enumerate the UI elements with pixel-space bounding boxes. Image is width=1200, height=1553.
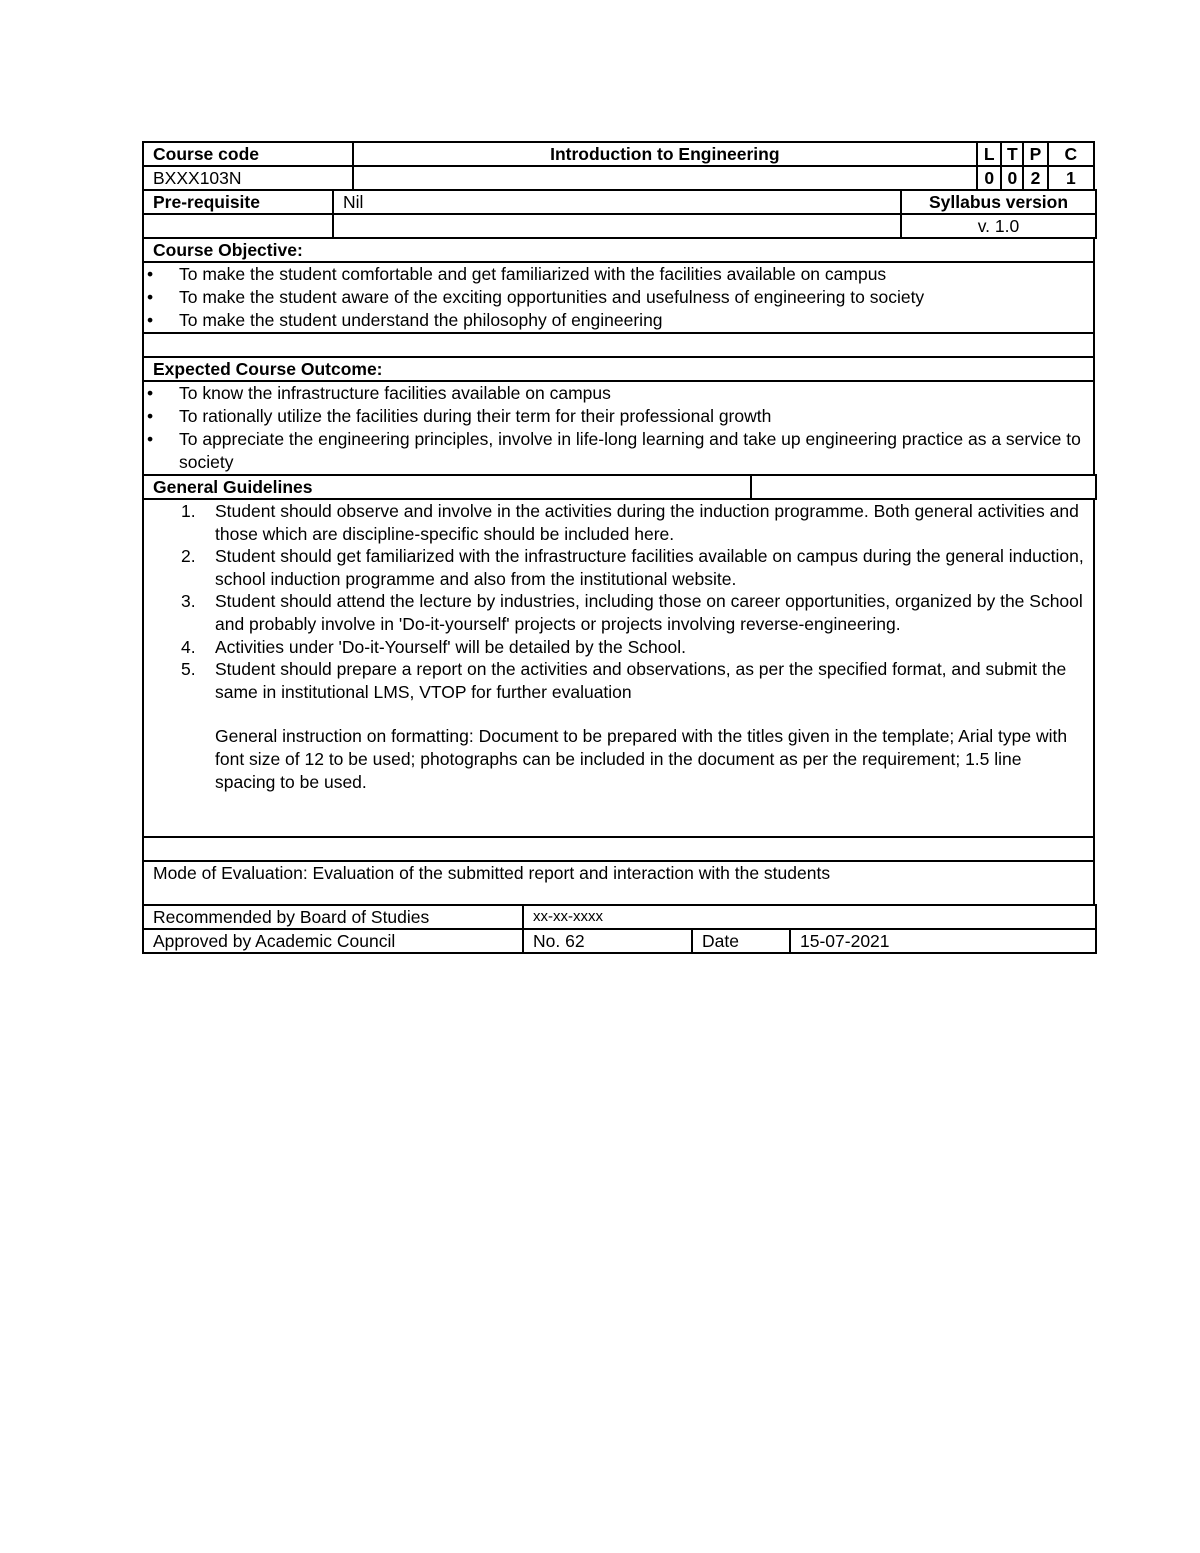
syllabus-version-label: Syllabus version [901, 190, 1096, 214]
outcome-title-row [143, 357, 1094, 381]
objective-list [144, 263, 1093, 332]
ltpc-label-t: T [1001, 142, 1023, 166]
prereq-value: Nil [333, 190, 901, 214]
objective-title-row [143, 238, 1094, 262]
prereq-label: Pre-requisite [143, 190, 333, 214]
recommended-row [143, 905, 1096, 929]
syllabus-version-value: v. 1.0 [901, 214, 1096, 238]
spacer-row [143, 333, 1094, 357]
objective-list-row [143, 262, 1094, 333]
syllabus-page [142, 141, 1095, 954]
list-item: • To appreciate the engineering principles, involve in life-long learning and take up engineering practice as a service to society [144, 428, 1093, 474]
code-row [143, 166, 1094, 190]
objective-title: Course Objective: [143, 238, 1094, 262]
guidelines-table [142, 498, 1095, 906]
approved-label: Approved by Academic Council [143, 929, 523, 953]
date-label: Date [692, 929, 790, 953]
date-value: 15-07-2021 [790, 929, 1096, 953]
blank-cell [143, 214, 333, 238]
item-number: 5. [181, 659, 196, 680]
course-title: Introduction to Engineering [353, 142, 977, 166]
item-number: 3. [181, 591, 196, 612]
guidelines-list [144, 500, 1093, 703]
list-item: • To make the student comfortable and get familiarized with the facilities available on campus [144, 263, 1093, 286]
evaluation-row [143, 861, 1094, 905]
ltpc-label-c: C [1048, 142, 1094, 166]
header-row [143, 142, 1094, 166]
outcome-list-row [143, 381, 1094, 475]
approved-row [143, 929, 1096, 953]
item-number: 1. [181, 501, 196, 521]
ltpc-value-p: 2 [1023, 166, 1047, 190]
course-code-label: Course code [143, 142, 353, 166]
approval-table [142, 904, 1097, 954]
list-item: 1. Student should observe and involve in the activities during the induction programme. Both general activities and those which are discipline-specific should be included here. [181, 501, 1079, 544]
blank-cell [751, 475, 1096, 499]
list-item: 5. Student should prepare a report on the activities and observations, as per the specified format, and submit the same in institutional LMS, VTOP for further evaluation [181, 659, 1067, 702]
ltpc-value-c: 1 [1048, 166, 1094, 190]
ltpc-value-l: 0 [977, 166, 1001, 190]
item-number: 2. [181, 546, 196, 567]
approved-number: No. 62 [523, 929, 692, 953]
list-item: 4. Activities under 'Do-it-Yourself' will be detailed by the School. [181, 636, 686, 657]
outcome-title: Expected Course Outcome: [143, 357, 1094, 381]
list-item: • To rationally utilize the facilities during their term for their professional growth [144, 405, 1093, 428]
prereq-row [143, 190, 1096, 214]
recommended-label: Recommended by Board of Studies [143, 905, 523, 929]
list-item: 3. Student should attend the lecture by industries, including those on career opportunities, organized by the School and probably involve in 'Do-it-yourself' projects or projects involving reverse-engineering. [181, 591, 1083, 634]
spacer-row [143, 837, 1094, 861]
list-item: 2. Student should get familiarized with the infrastructure facilities available on campus during the general induction, school induction programme and also from the institutional website. [181, 546, 1084, 589]
blank-cell [353, 166, 977, 190]
formatting-instruction: General instruction on formatting: Document to be prepared with the titles given in the template; Arial type with font size of 12 to be used; photographs can be included in the document as per the requirement; 1.5 line spacing to be used. [215, 726, 1068, 792]
objective-table [142, 237, 1095, 476]
ltpc-label-l: L [977, 142, 1001, 166]
ltpc-value-t: 0 [1001, 166, 1023, 190]
course-code: BXXX103N [143, 166, 353, 190]
outcome-list [144, 382, 1093, 474]
recommended-value: xx-xx-xxxx [523, 905, 1096, 929]
syllabus-row [143, 214, 1096, 238]
guidelines-title: General Guidelines [143, 475, 751, 499]
syllabus-table [142, 141, 1095, 191]
guidelines-title-table [142, 474, 1097, 500]
mode-of-evaluation: Mode of Evaluation: Evaluation of the submitted report and interaction with the students [143, 861, 1094, 905]
list-item: • To know the infrastructure facilities available on campus [144, 382, 1093, 405]
item-number: 4. [181, 636, 196, 657]
list-item: • To make the student aware of the exciting opportunities and usefulness of engineering to society [144, 286, 1093, 309]
blank-cell [333, 214, 901, 238]
prereq-table [142, 189, 1097, 239]
guidelines-title-row [143, 475, 1096, 499]
list-item: • To make the student understand the philosophy of engineering [144, 309, 1093, 332]
guidelines-list-row [143, 499, 1094, 837]
ltpc-label-p: P [1023, 142, 1047, 166]
